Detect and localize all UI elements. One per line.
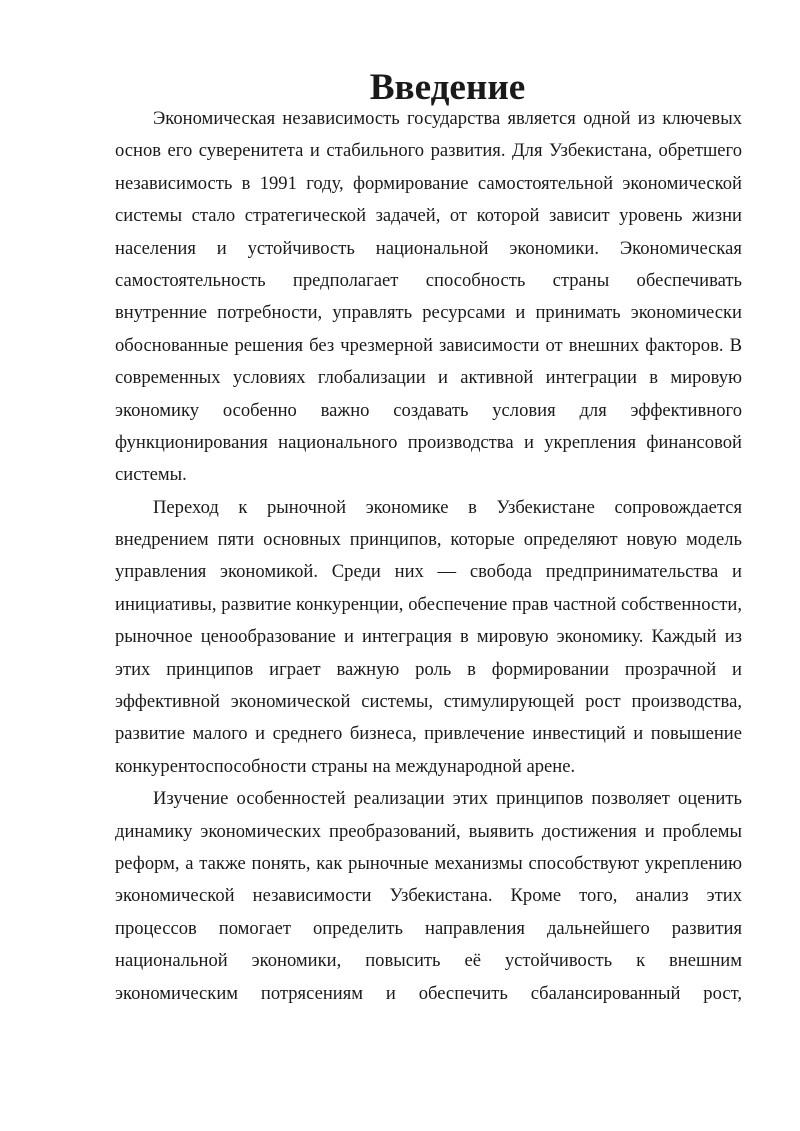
text-line: обоснованные решения без чрезмерной зависимости от внешних факторов. В xyxy=(115,334,742,356)
text-line: системы стало стратегической задачей, от которой зависит уровень жизни xyxy=(115,205,742,227)
text-line: независимость в 1991 году, формирование самостоятельной экономической xyxy=(115,172,742,194)
text-line: рыночное ценообразование и интеграция в мировую экономику. Каждый из xyxy=(115,626,742,648)
text-line: экономическим потрясениям и обеспечить сбалансированный рост, xyxy=(115,982,742,1004)
text-line: самостоятельность предполагает способность страны обеспечивать xyxy=(115,269,742,291)
text-line: Переход к рыночной экономике в Узбекистане сопровождается xyxy=(153,496,742,518)
text-line: динамику экономических преобразований, выявить достижения и проблемы xyxy=(115,820,742,842)
text-line: Экономическая независимость государства является одной из ключевых xyxy=(153,108,742,129)
text-line: системы. xyxy=(115,464,187,486)
text-line: управления экономикой. Среди них — свобода предпринимательства и xyxy=(115,561,742,583)
text-line: функционирования национального производства и укрепления финансовой xyxy=(115,431,742,453)
text-line: этих принципов играет важную роль в формировании прозрачной и xyxy=(115,658,742,680)
paragraph-2 xyxy=(115,492,742,784)
text-line: населения и устойчивость национальной экономики. Экономическая xyxy=(115,237,742,259)
text-line: экономической независимости Узбекистана. Кроме того, анализ этих xyxy=(115,885,742,907)
text-line: основ его суверенитета и стабильного развития. Для Узбекистана, обретшего xyxy=(115,140,742,162)
text-line: реформ, а также понять, как рыночные механизмы способствуют укреплению xyxy=(115,852,742,874)
text-line: развитие малого и среднего бизнеса, привлечение инвестиций и повышение xyxy=(115,723,742,745)
paragraph-3 xyxy=(115,783,742,1010)
text-line: Изучение особенностей реализации этих принципов позволяет оценить xyxy=(153,788,742,810)
text-line: конкурентоспособности страны на международной арене. xyxy=(115,755,576,777)
text-line: национальной экономики, повысить её устойчивость к внешним xyxy=(115,950,742,972)
text-line: эффективной экономической системы, стимулирующей рост производства, xyxy=(115,691,742,713)
text-line: современных условиях глобализации и активной интеграции в мировую xyxy=(115,367,742,389)
text-line: внутренние потребности, управлять ресурсами и принимать экономически xyxy=(115,302,742,324)
document-body xyxy=(115,67,742,1010)
text-line: процессов помогает определить направления дальнейшего развития xyxy=(115,917,742,939)
page-title: Введение xyxy=(369,67,526,108)
paragraph-1 xyxy=(115,103,742,492)
text-line: внедрением пяти основных принципов, которые определяют новую модель xyxy=(115,529,742,551)
text-line: инициативы, развитие конкуренции, обеспечение прав частной собственности, xyxy=(115,593,742,615)
text-line: экономику особенно важно создавать условия для эффективного xyxy=(115,399,742,421)
